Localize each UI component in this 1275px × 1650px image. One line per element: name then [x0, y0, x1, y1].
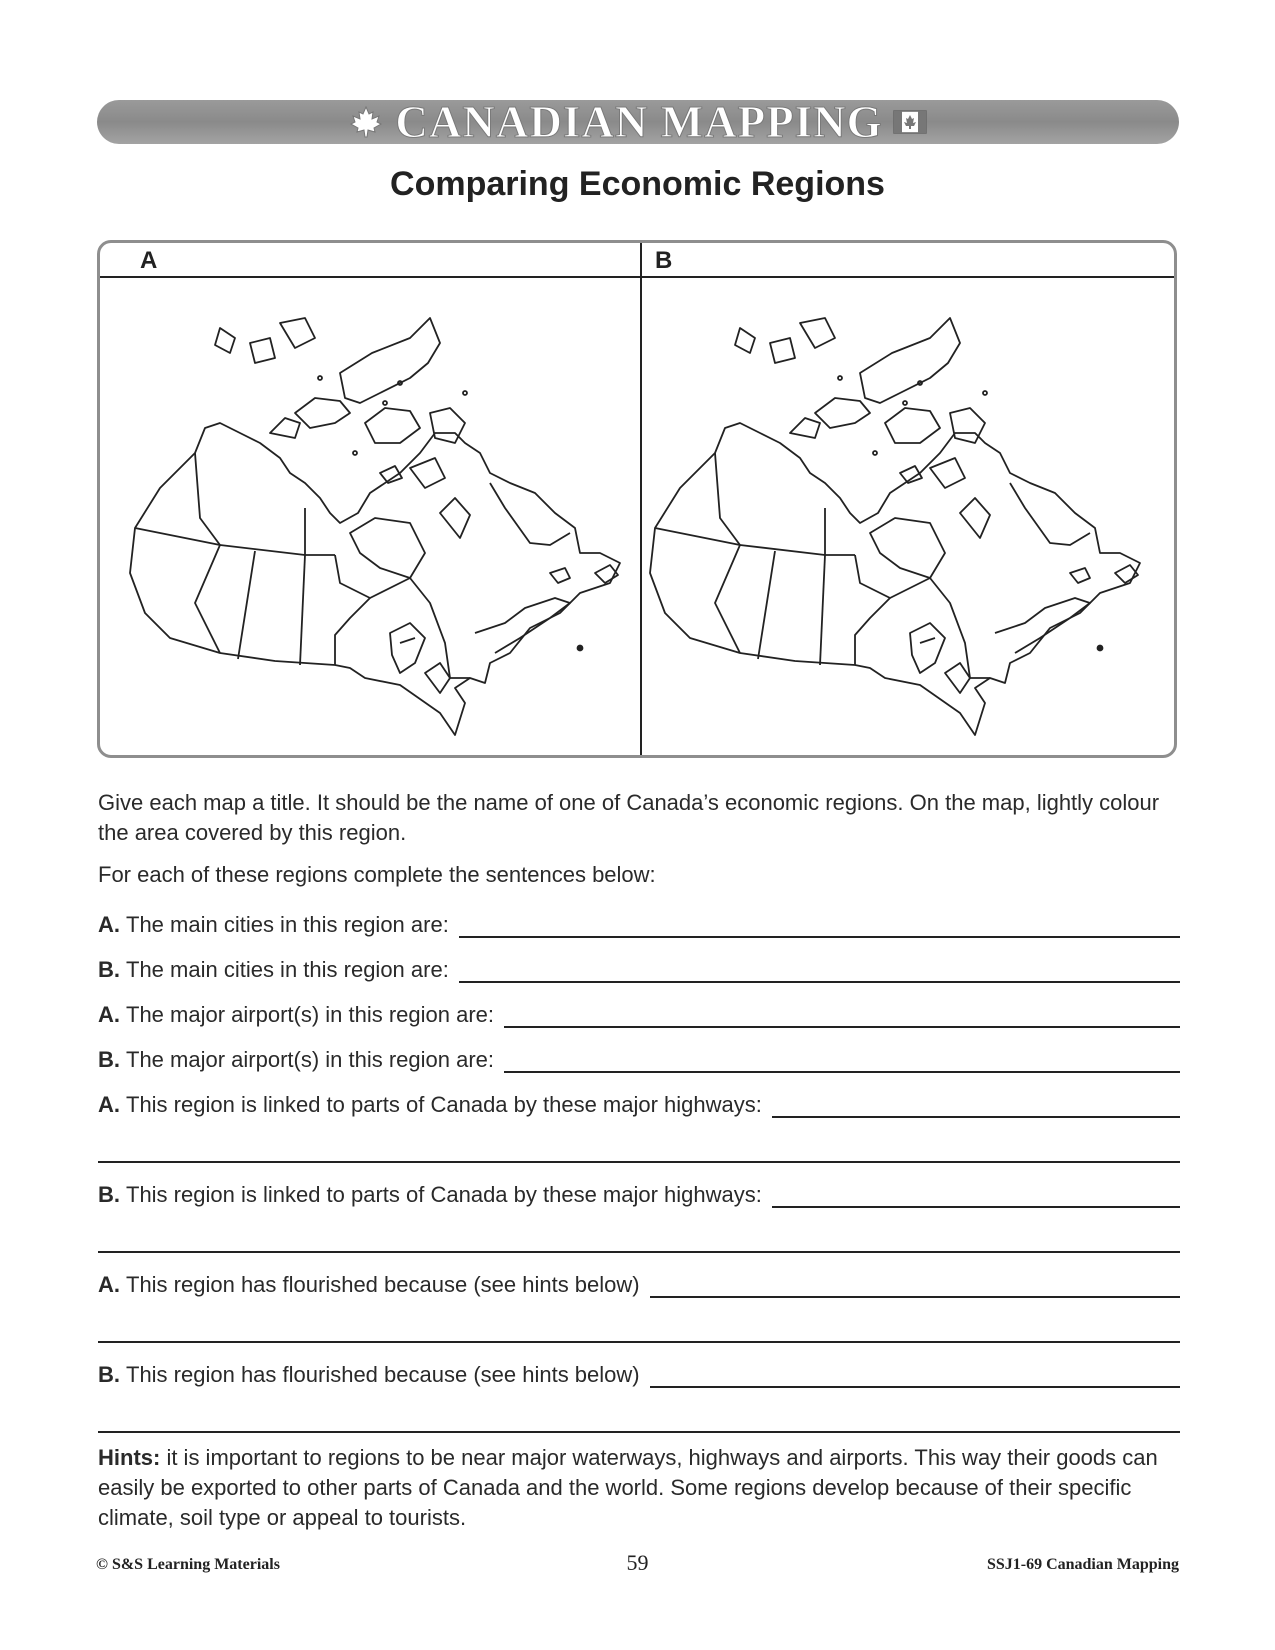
question-text: This region has flourished because (see hints below)	[126, 1272, 640, 1297]
maple-leaf-icon	[349, 105, 383, 139]
question-text: This region is linked to parts of Canada by these major highways:	[126, 1092, 762, 1117]
question-row	[98, 953, 1180, 983]
question-letter: A.	[98, 1272, 120, 1297]
page-number: 59	[626, 1550, 649, 1575]
hints-label: Hints:	[98, 1445, 161, 1470]
instruction-paragraph: Give each map a title. It should be the name of one of Canada’s economic regions. On the map, lightly colour the area covered by this region.	[98, 790, 1160, 845]
title-banner	[97, 97, 1179, 147]
question-row	[98, 1088, 1180, 1118]
canada-outline-map-a	[110, 283, 630, 753]
question-letter: A.	[98, 1092, 120, 1117]
question-row	[98, 998, 1180, 1028]
answer-line-continuation[interactable]	[98, 1341, 1180, 1343]
question-letter: B.	[98, 957, 120, 982]
answer-line-continuation[interactable]	[98, 1161, 1180, 1163]
question-text: The major airport(s) in this region are:	[126, 1002, 495, 1027]
question-letter: B.	[98, 1182, 120, 1207]
question-row	[98, 1043, 1180, 1073]
answer-line[interactable]	[504, 1004, 1180, 1028]
question-letter: A.	[98, 1002, 120, 1027]
answer-line[interactable]	[504, 1049, 1180, 1073]
answer-line[interactable]	[772, 1094, 1180, 1118]
map-a-label: A	[140, 247, 158, 274]
canada-flag-icon	[893, 110, 927, 134]
footer-copyright: © S&S Learning Materials	[96, 1556, 280, 1573]
map-comparison-box	[97, 240, 1177, 758]
question-letter: B.	[98, 1362, 120, 1387]
answer-line[interactable]	[772, 1184, 1180, 1208]
question-letter: B.	[98, 1047, 120, 1072]
answer-line[interactable]	[650, 1364, 1180, 1388]
question-text: This region has flourished because (see hints below)	[126, 1362, 640, 1387]
answer-line-continuation[interactable]	[98, 1251, 1180, 1253]
answer-line[interactable]	[459, 914, 1180, 938]
question-row	[98, 908, 1180, 938]
map-b-label: B	[655, 247, 673, 274]
instruction-prompt: For each of these regions complete the sentences below:	[98, 862, 656, 887]
footer-book-title: SSJ1-69 Canadian Mapping	[986, 1556, 1179, 1573]
answer-line[interactable]	[459, 959, 1180, 983]
question-text: The main cities in this region are:	[126, 957, 449, 982]
map-header-divider	[100, 276, 1174, 278]
question-text: The major airport(s) in this region are:	[126, 1047, 495, 1072]
canada-outline-map-b	[630, 283, 1150, 753]
question-row	[98, 1178, 1180, 1208]
answer-line[interactable]	[650, 1274, 1180, 1298]
page-subtitle: Comparing Economic Regions	[390, 165, 885, 203]
hints-text: it is important to regions to be near major waterways, highways and airports. This way their goods can easily be exported to other parts of Canada and the world. Some regions develop because of their specific climate, soil type or appeal to tourists.	[98, 1445, 1158, 1530]
answer-line-continuation[interactable]	[98, 1431, 1180, 1433]
banner-title: CANADIAN MAPPING	[395, 97, 883, 147]
question-text: The main cities in this region are:	[126, 912, 449, 937]
question-row	[98, 1268, 1180, 1298]
question-letter: A.	[98, 912, 120, 937]
question-text: This region is linked to parts of Canada by these major highways:	[126, 1182, 762, 1207]
question-row	[98, 1358, 1180, 1388]
hints-paragraph	[98, 1443, 1188, 1533]
